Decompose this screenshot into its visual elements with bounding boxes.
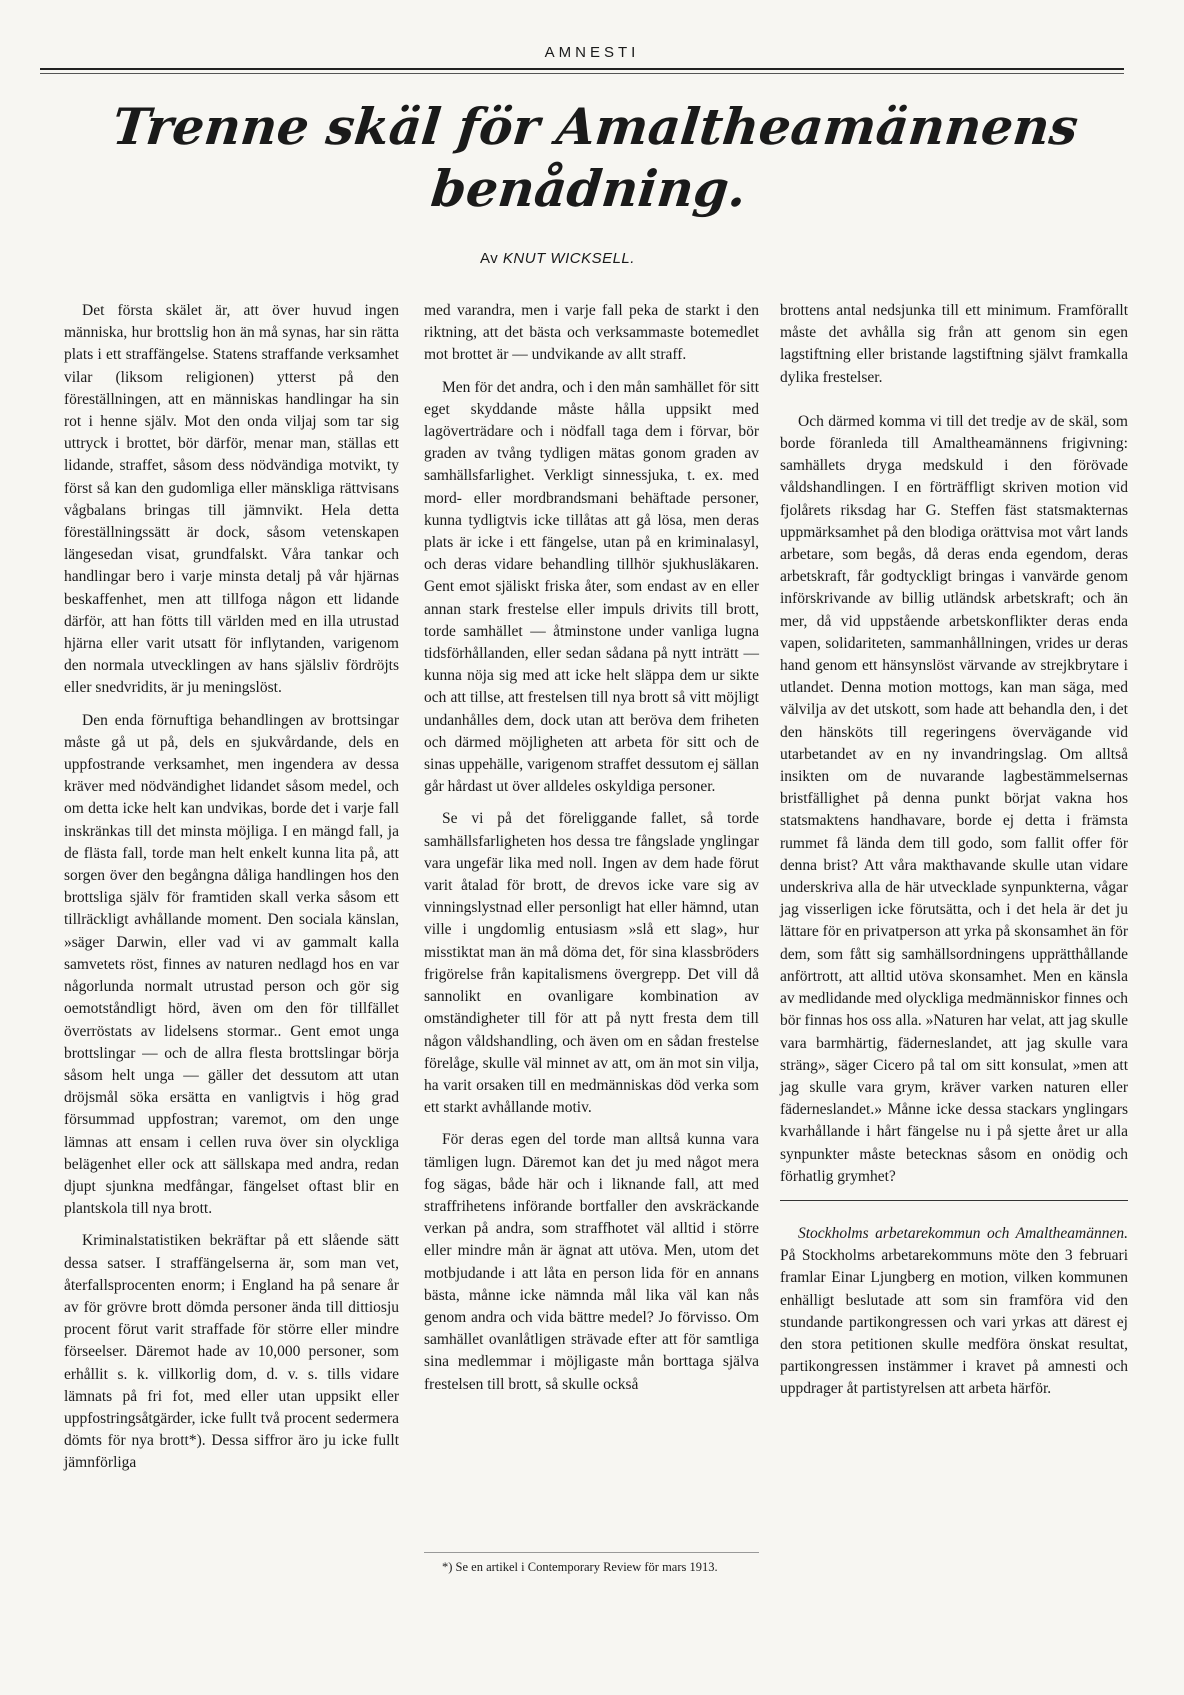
paragraph: Se vi på det föreliggande fallet, så torde samhällsfarligheten hos dessa tre fångslade ynglingar vara ungefär lika med noll. Ingen av dem hade förut varit åtalad för brott, de drevos icke vare sig av vinningslystnad eller personligt hat eller hämnd, utan ville i ungdomlig entusiasm »slå ett slag», hur misstiktat man än må döma det, för sina klassbröders frigörelse från kapitalismens övergrepp. Det vill då sannolikt en ovanligare kombination av omständigheter till för att på nytt fresta dem till någon våldshandling, och även om en sådan frestelse förelåge, skulle väl minnet av att, om än mot sin vilja, ha varit orsaken till en medmänniskas död verka som ett starkt avhållande motiv. [424,810,759,1117]
paragraph: Den enda förnuftiga behandlingen av brottsingar måste gå ut på, dels en sjukvårdande, dels en uppfostrande verksamhet, men ingendera av dessa kräver med nödvändighet lidandet såsom medel, och om detta icke helt kan undvikas, borde det i varje fall inskränkas till det minsta möjliga. I en mängd fall, ja de flästa fall, torde man helt enkelt kunna lita på, att sorgen över den begångna dåliga handlingen hos den brottsliga själv för framtiden skall verka såsom ett tillräckligt avhållande moment. Den sociala känslan, »säger Darwin, eller vad vi av gammalt kalla samvetets röst, finnes av naturen nedlagd hos en var någorlunda normalt utrustad person och gör sig oemotståndligt hörd, även om den för tillfället överröstats av lidelsens stormar.. Gent emot unga brottslingar — och de allra flesta brottslingar börja såsom helt unga — gäller det dessutom att utan dröjsmål söka ersätta en vanligtvis i hög grad försummad uppfostran; varemot, om den unge lämnas att ensam i cellen ruva över sin olyckliga belägenhet eller ock att sällskapa med andra, redan djupt sjunkna medfångar, fängelset oftast blir en plantskola till nya brott. [64,711,399,1218]
title-line-2: benådning. [428,159,750,218]
news-body: På Stockholms arbetarekommuns möte den 3 februari framlar Einar Ljungberg en motion, vilken kommunen enhälligt beslutade att som sin framföra vid den stundande partikongressen och vari yrkas att därest ej den stora petitionen skulle medföra önskat resultat, partikongressen instämmer i kravet på amnesti och uppdrager åt partistyrelsen att arbeta härför. [780,1247,1128,1398]
paragraph: Och därmed komma vi till det tredje av de skäl, som borde föranleda till Amaltheamännens frigivning: samhällets dryga medskuld i den förövade våldshandlingen. I en förträffligt skriven motion vid fjolårets riksdag har G. Steffen fäst statsmakternas uppmärksamhet på den blodiga orättvisa mot vårt lands arbetare, som begås, då deras enda egendom, deras arbetskraft, får godtyckligt bringas i vanvärde genom införskrivande av billig utländsk arbetskraft; och än mer, då vid uppstående arbetskonflikter deras enda vapen, solidariteten, sammanhållningen, vrides ur deras hand genom ett hänsynslöst värvande av strejkbrytare i utlandet. Denna motion mottogs, kan man säga, med välvilja av det utskott, som hade att behandla den, i det den hänsköts till regeringens övervägande vid utarbetandet av en ny invandringslag. Om alltså insikten om de nuvarande lagbestämmelsernas bristfällighet på denna punkt börjat vakna hos statsmaktens handhavare, borde ej detta i främsta rummet få lända dem till godo, som fallit offer för denna brist? Att våra makthavande skulle utan vidare underskriva alla de här utvecklade synpunkterna, vågar jag visserligen icke förutsätta, och i det hela är det ju lättare för en privatperson att yrka på skonsamhet än för dem, som fått sig samhällsordningens upprätthållande anförtrott, att alltid utöva skonsamhet. Men en känsla av medlidande med olyckliga medmänniskor finnes och bör finnas hos oss alla. »Naturen har velat, att jag skulle vara barmhärtig, fäderneslandet, att jag skulle vara sträng», säger Cicero på tal om sitt konsulat, »men att jag skulle vara grym, kräver varken naturen eller fäderneslandet.» Månne icke dessa stackars ynglingars kvarhållande i hårt fängelse nu i på sjette året ur alla synpunkter måste betecknas såsom en onödig och förhatlig grymhet? [780,412,1128,1185]
paragraph: Men för det andra, och i den mån samhället för sitt eget skyddande måste hålla uppsikt med lagöverträdare och i nödfall taga dem i förvar, bör graden av tvång tydligen mätas gonom graden av samhällsfarlighet. Verkligt sinnessjuka, t. ex. med mord- eller mordbrandsmani behäftade personer, kunna tydligtvis icke tillåtas att gå lösa, men deras plats är icke i ett fängelse, utan på en kriminalasyl, och deras vidare behandling tillhör sjukhusläkaren. Gent emot själiskt friska åter, som endast av en eller annan stark frestelse eller impuls drivits till brott, torde samhället — åtminstone under vanliga lugna tidsförhållanden, eller sedan sådana på nytt inträtt — kunna nöja sig med att icke helt släppa dem ur sikte och att tillse, att frestelsen till nya brott så vitt möjligt undanhålles dem, dock utan att beröva dem friheten och därmed möjligheten att arbeta för sitt och de sinas uppehälle, varigenom straffet dessutom ej sällan går hårdast ut över alldeles oskyldiga personer. [424,378,759,796]
column-1 [64,300,399,1485]
column-3 [780,300,1128,1411]
byline [480,250,635,267]
news-title: Stockholms arbetarekommun och Amaltheamännen. [798,1224,1128,1242]
header-rule [40,68,1124,70]
paragraph: Kriminalstatistiken bekräftar på ett slående sätt dessa satser. I straffängelserna är, som man vet, återfallsprocenten enorm; i England ha på senare år av för grövre brott dömda personer ända till dittiosju procent förut varit straffade för större eller mindre förseelser. Däremot hade av 10,000 personer, som erhållit s. k. villkorlig dom, d. v. s. tills vidare lämnats på fri fot, med eller utan uppsikt eller uppfostringsåtgärder, icke fullt två procent sedermera dömts för nya brott*). Dessa siffror äro ju icke fullt jämnförliga [64,1232,399,1472]
article-title [0,96,1184,220]
byline-prefix: Av [480,250,499,267]
paragraph: med varandra, men i varje fall peka de starkt i den riktning, att det bästa och verksammaste botemedlet mot brottet är — undvikande av allt straff. [424,302,759,364]
running-head: AMNESTI [544,44,640,61]
column-2 [424,300,759,1406]
footnote: *) Se en artikel i Contemporary Review för mars 1913. [424,1552,759,1575]
paragraph: För deras egen del torde man alltså kunna vara tämligen lugn. Däremot kan det ju med något mera fog sägas, både här och i liknande fall, att med straffrihetens införande bortfaller den avskräckande verkan på andra, som straffhotet väl alltid i större eller mindre mån är ägnat att utöva. Men, utom det motbjudande i att låta en person lida för en annans bästa, månne icke nämnda mål lika väl kan nås genom andra och vida bättre medel? Jo förvisso. Om samhället ovanlåtligen strävade efter att för samtliga sina medlemmar i möjligaste mån borttaga själva frestelsen till brott, så skulle också [424,1131,759,1393]
byline-author: KNUT WICKSELL. [502,250,635,267]
news-item [780,1223,1128,1401]
paragraph: Det första skälet är, att över huvud ingen människa, hur brottslig hon än må synas, har sin rätta plats i ett straffängelse. Statens straffande verksamhet vilar (liksom religionen) ytterst på den föreställningen, att en människas handlingar ha sin rot i henne själv. Mot den onda viljaj som tar sig uttryck i brottet, bör därför, menar man, ställas ett lidande, straffet, såsom dess nödvändiga motvikt, ty först så kan den gudomliga eller mänskliga rättvisans vågbalans bringas till jämnvikt. Hela detta föreställningssätt är dock, såsom vetenskapen längesedan visat, grundfalskt. Våra tankar och handlingar bero i varje minsta detalj på vår hjärnas beskaffenhet, men att tillfoga någon ett lidande därför, att han fötts till världen med en illa utrustad hjärna eller varit utsatt för inflytanden, varigenom den normala utvecklingen av hans själsliv fördröjts eller snedvridits, är ju meningslöst. [64,302,399,697]
header-rule-thin [40,73,1124,74]
section-divider [780,1200,1128,1201]
paragraph: brottens antal nedsjunka till ett minimum. Framförallt måste det avhålla sig från att genom sin egen lagstiftning eller bristande lagstiftning självt framkalla dylika frestelser. [780,302,1128,386]
title-line-1: Trenne skäl för Amaltheamännens [109,97,1081,156]
